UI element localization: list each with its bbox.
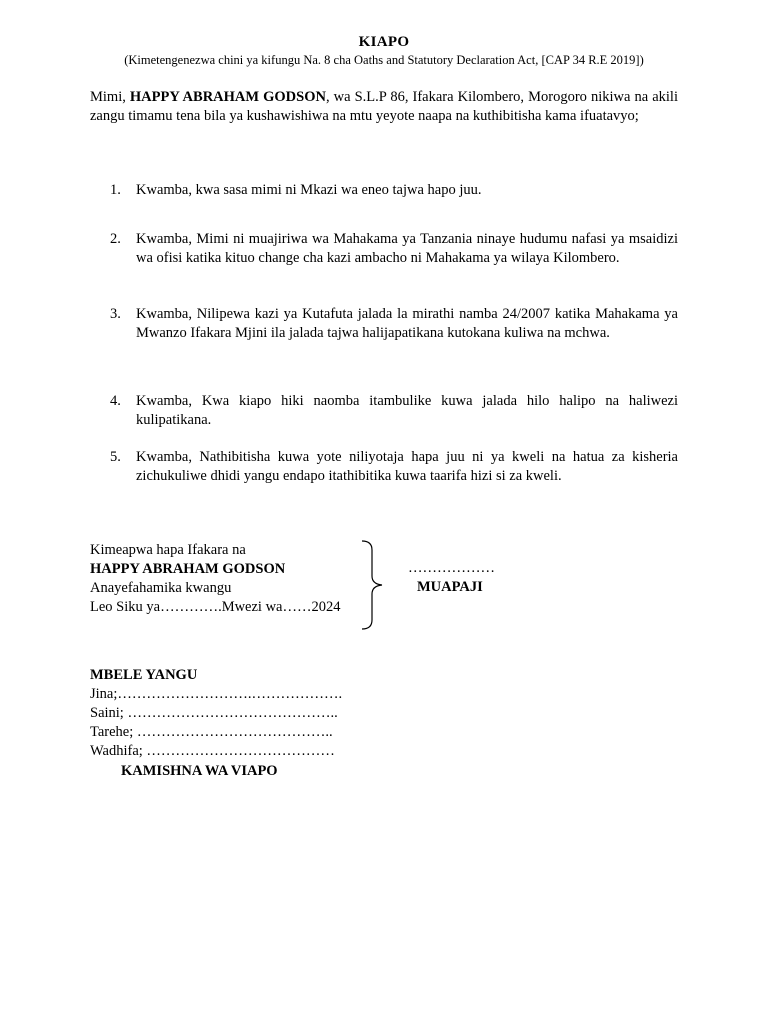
clause-item: [110, 181, 678, 200]
commissioner-title: KAMISHNA WA VIAPO: [121, 763, 278, 779]
commissioner-block: [90, 666, 342, 761]
curly-brace-icon: [360, 540, 388, 630]
clause-number: 1.: [110, 182, 121, 198]
clause-number: 4.: [110, 393, 121, 409]
date-field-line: Tarehe; …………………………………..: [90, 724, 333, 740]
date-line: Leo Siku ya………….Mwezi wa……2024: [90, 599, 341, 615]
clause-item: [110, 305, 678, 343]
clause-item: [110, 392, 678, 430]
clause-text: Kwamba, Mimi ni muajiriwa wa Mahakama ya Tanzania ninaye hudumu nafasi ya msaidizi wa ofisi katika kituo change cha kazi ambacho ni Mahakama ya wilaya Kilombero.: [136, 231, 678, 266]
signatory-name: HAPPY ABRAHAM GODSON: [90, 561, 286, 577]
clause-number: 2.: [110, 231, 121, 247]
signature-block: [90, 541, 341, 617]
intro-rest: , wa S.L.P 86, Ifakara Kilombero, Morogoro nikiwa na akili zangu timamu tena bila ya kushawishiwa na mtu yeyote naapa na kuthibitisha kama ifuatavyo;: [90, 89, 678, 124]
clause-text: Kwamba, Nilipewa kazi ya Kutafuta jalada la mirathi namba 24/2007 katika Mahakama ya Mwanzo Ifakara Mjini ila jalada tajwa halijapatikana kutokana kuliwa na mchwa.: [136, 306, 678, 341]
signature-line: Saini; ……………………………………..: [90, 705, 338, 721]
clause-text: Kwamba, Nathibitisha kuwa yote niliyotaja hapa juu ni ya kweli na hatua za kisheria zichukuliwe dhidi yangu endapo itathibitika kuwa taarifa hizi si za kweli.: [136, 449, 678, 484]
document-title: KIAPO: [358, 34, 410, 50]
known-to-me-line: Anayefahamika kwangu: [90, 580, 232, 596]
clause-number: 3.: [110, 306, 121, 322]
clause-item: [110, 448, 678, 486]
intro-prefix: Mimi,: [90, 89, 130, 105]
name-line: Jina;……………………….……………….: [90, 686, 343, 702]
position-line: Wadhifa; …………………………………: [90, 743, 335, 759]
commissioner-heading: MBELE YANGU: [90, 667, 198, 683]
clause-item: [110, 230, 678, 268]
clause-number: 5.: [110, 449, 121, 465]
clause-text: Kwamba, kwa sasa mimi ni Mkazi wa eneo tajwa hapo juu.: [136, 182, 482, 198]
intro-paragraph: [90, 88, 678, 126]
deponent-name: HAPPY ABRAHAM GODSON: [129, 89, 326, 105]
document-subtitle: (Kimetengenezwa chini ya kifungu Na. 8 cha Oaths and Statutory Declaration Act, [CAP 34 R.E 2019]): [124, 53, 644, 67]
signature-dots: ………………: [408, 560, 495, 576]
deponent-label: MUAPAJI: [417, 579, 483, 595]
clause-text: Kwamba, Kwa kiapo hiki naomba itambulike kuwa jalada hilo halipo na haliwezi kulipatikana.: [136, 393, 678, 428]
sworn-at-line: Kimeapwa hapa Ifakara na: [90, 542, 246, 558]
